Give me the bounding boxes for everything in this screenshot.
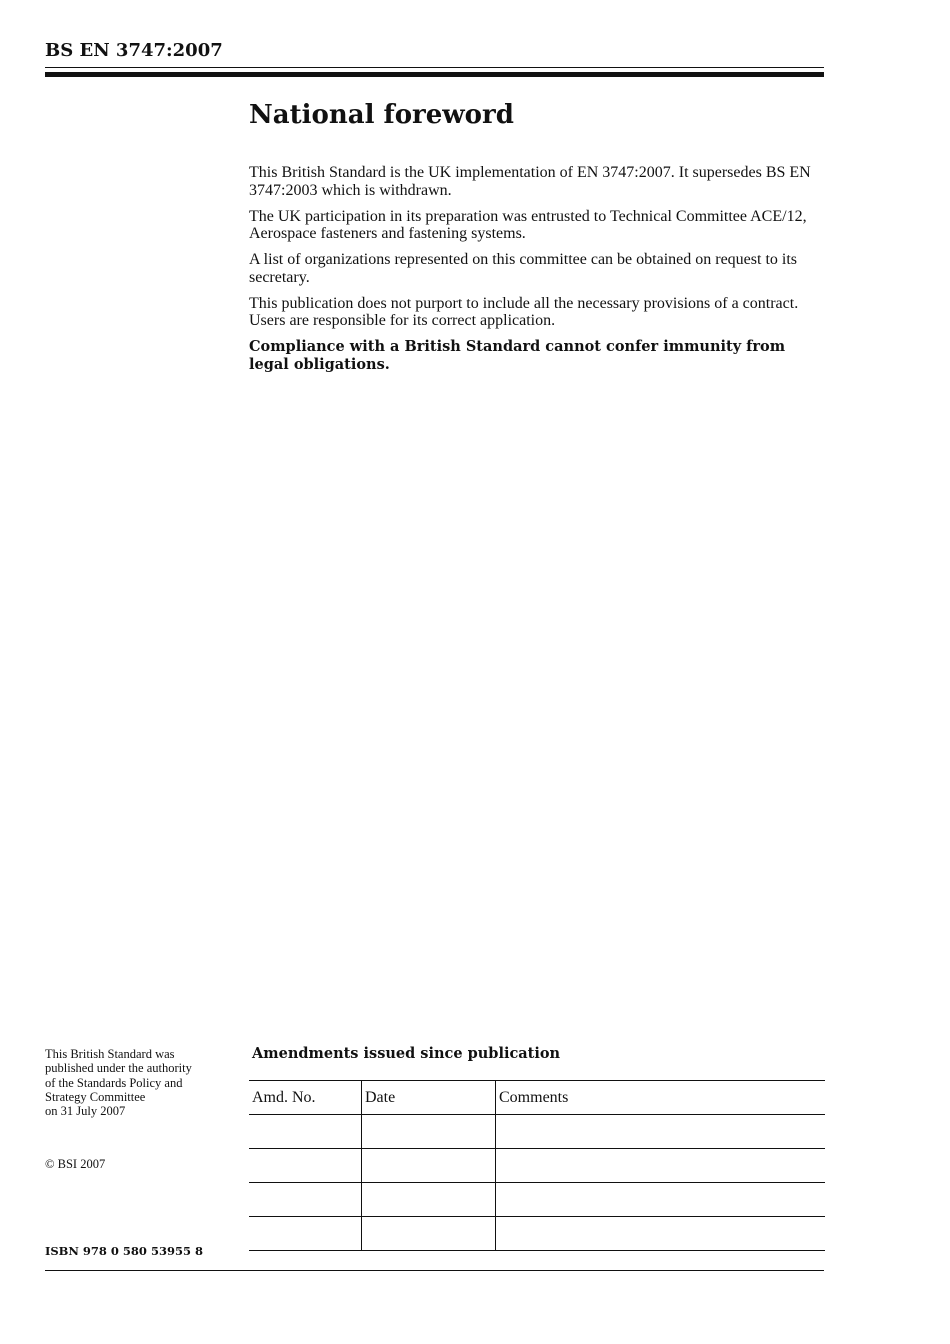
- paragraph: The UK participation in its preparation was entrusted to Technical Committee ACE/12, Aerospace fasteners and fastening systems.: [249, 207, 807, 242]
- amendments-heading: Amendments issued since publication: [252, 1045, 561, 1062]
- table-cell: [362, 1149, 496, 1183]
- table-cell: [249, 1183, 362, 1217]
- table-cell: [249, 1217, 362, 1251]
- publication-note-line: Strategy Committee: [45, 1089, 146, 1104]
- isbn: ISBN 978 0 580 53955 8: [45, 1244, 203, 1258]
- page-title: National foreword: [249, 100, 514, 130]
- table-cell: [249, 1115, 362, 1149]
- header-rule-thick: [45, 72, 824, 77]
- amendments-table: [249, 1080, 825, 1251]
- paragraph: This publication does not purport to include all the necessary provisions of a contract. Users are responsible for its correct application.: [249, 294, 799, 329]
- column-header-date: Date: [362, 1081, 496, 1115]
- foreword-body: [249, 164, 825, 382]
- table-cell: [249, 1149, 362, 1183]
- publication-note: [45, 1047, 235, 1118]
- header-rule-thin: [45, 67, 824, 68]
- publication-note-line: of the Standards Policy and: [45, 1075, 183, 1090]
- publication-note-line: This British Standard was: [45, 1047, 175, 1061]
- publication-note-line: on 31 July 2007: [45, 1104, 126, 1119]
- footer-rule: [45, 1270, 824, 1271]
- paragraph: This British Standard is the UK implementation of EN 3747:2007. It supersedes BS EN 3747:2003 which is withdrawn.: [249, 164, 811, 199]
- table-cell: [496, 1217, 826, 1251]
- document-id: BS EN 3747:2007: [45, 40, 223, 61]
- copyright-notice: © BSI 2007: [45, 1157, 106, 1171]
- table-cell: [496, 1149, 826, 1183]
- table-row: [249, 1183, 825, 1217]
- table-cell: [362, 1183, 496, 1217]
- table-row: [249, 1217, 825, 1251]
- table-cell: [362, 1217, 496, 1251]
- paragraph: A list of organizations represented on this committee can be obtained on request to its secretary.: [249, 251, 798, 286]
- column-header-comments: Comments: [496, 1081, 826, 1115]
- table-cell: [496, 1183, 826, 1217]
- column-header-amd-no: Amd. No.: [249, 1081, 362, 1115]
- table-row: [249, 1149, 825, 1183]
- table-row: [249, 1115, 825, 1149]
- compliance-note: Compliance with a British Standard cannot confer immunity from legal obligations.: [249, 338, 786, 373]
- publication-note-line: published under the authority: [45, 1061, 192, 1076]
- table-cell: [362, 1115, 496, 1149]
- table-cell: [496, 1115, 826, 1149]
- table-header-row: [249, 1081, 825, 1115]
